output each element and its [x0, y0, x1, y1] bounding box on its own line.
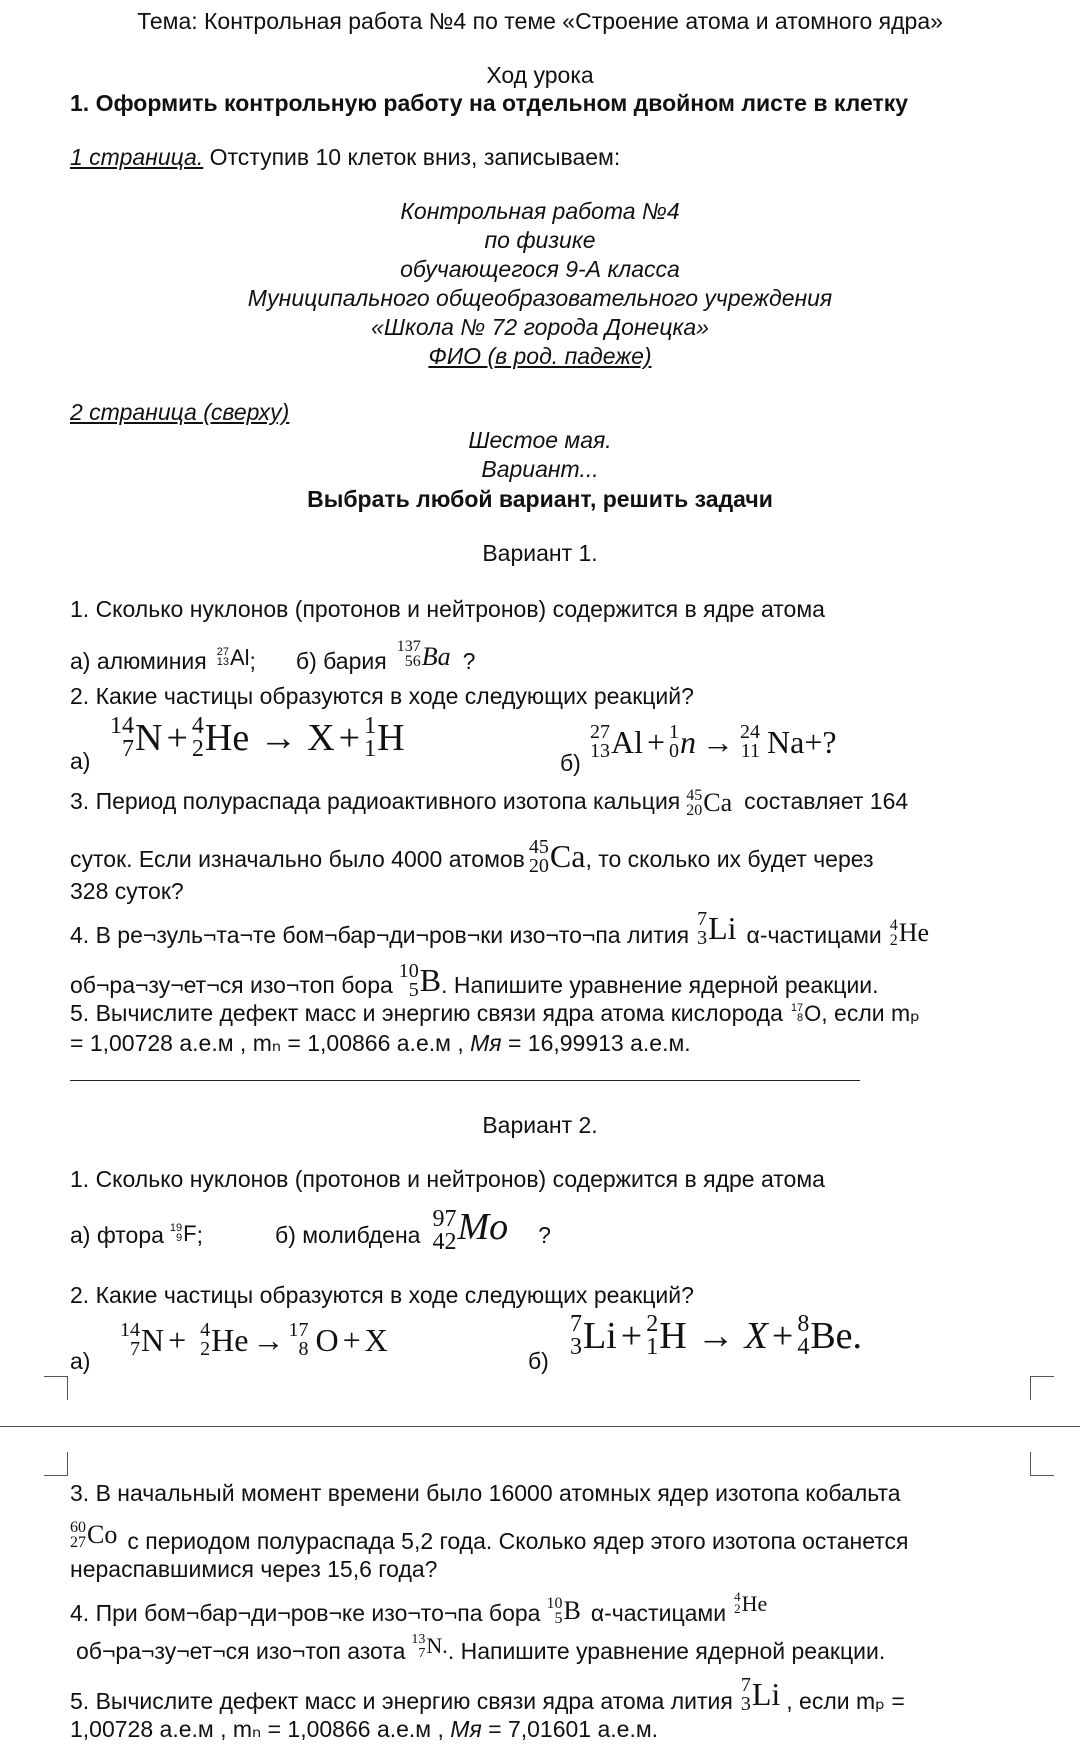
v2-reaction-a: 14 7 N + 4 2 He → 17 8 O + X	[120, 1319, 388, 1360]
v2-q1a-end: ;	[196, 1221, 204, 1248]
v1-q2a-label: а)	[70, 748, 91, 774]
oxygen-isotope: 17 8 O	[790, 1000, 822, 1026]
page2-label: 2 страница (сверху)	[70, 399, 290, 425]
v2-q4-line2	[76, 1620, 885, 1666]
v2-q4-text: об¬ра¬зу¬ет¬ся изо¬топ азота	[76, 1637, 406, 1664]
nitrogen-isotope: 14 7 N	[110, 713, 163, 762]
variant2-title: Вариант 2.	[482, 1112, 598, 1138]
v1-reaction-b: 27 13 Al + 1 0 n → 24 11 Na + ?	[590, 721, 837, 762]
v1-q2: 2. Какие частицы образуются в ходе следующих реакций?	[70, 683, 694, 709]
barium-mass: 137	[396, 637, 421, 655]
v1-q5-line2: = 1,00728 а.е.м , mₙ = 1,00866 а.е.м , Mя = 16,99913 а.е.м.	[70, 1030, 691, 1056]
v2-q5-line1	[70, 1670, 905, 1716]
step1-instruction: 1. Оформить контрольную работу на отдельном двойном листе в клетку	[70, 90, 909, 116]
v1-q1a-end: ;	[249, 647, 256, 674]
title-block-line: Муниципального общеобразовательного учреждения	[247, 285, 833, 311]
sodium-isotope: 24 11 Na	[740, 721, 805, 762]
v2-q1: 1. Сколько нуклонов (протонов и нейтронов) содержится в ядре атома	[70, 1166, 825, 1192]
aluminium-symbol: Al	[229, 644, 250, 670]
page-corner-mark	[44, 1452, 68, 1476]
calcium-isotope: 45 20 Ca	[528, 836, 586, 877]
nitrogen-isotope: 13 7 N.	[411, 1632, 448, 1661]
v2-q5-text: 5. Вычислите дефект масс и энергию связи ядра атома лития	[70, 1687, 733, 1714]
v2-q2a-label: а)	[70, 1348, 91, 1374]
v2-q2b-label: б)	[528, 1348, 549, 1374]
v1-q3-text: 3. Период полураспада радиоактивного изотопа кальция	[70, 787, 681, 814]
boron-isotope: 10 5 B	[546, 1594, 581, 1627]
topic-heading: Тема: Контрольная работа №4 по теме «Строение атома и атомного ядра»	[137, 8, 943, 34]
v1-q5-text: , если mₚ	[821, 1000, 920, 1026]
cobalt-isotope: 60 27 Co	[70, 1518, 118, 1551]
v1-q1: 1. Сколько нуклонов (протонов и нейтронов) содержится в ядре атома	[70, 596, 825, 622]
separator-line	[70, 1080, 860, 1081]
v1-q4-text: 4. В ре¬зуль¬та¬те бом¬бар¬ди¬ров¬ки изо¬то¬па лития	[70, 921, 690, 948]
v1-q3-text: суток. Если изначально было 4000 атомов	[70, 845, 525, 872]
page-corner-mark	[1030, 1376, 1054, 1400]
calcium-isotope: 45 20 Ca	[686, 786, 733, 819]
v1-q3-text: составляет 164	[744, 787, 909, 814]
unknown-particle: X	[364, 1321, 388, 1358]
hydrogen-isotope: 1 1 H	[364, 713, 405, 762]
barium-isotope	[397, 636, 451, 672]
v2-q3-line1: 3. В начальный момент времени было 16000 атомных ядер изотопа кобальта	[70, 1480, 901, 1506]
task-line: Выбрать любой вариант, решить задачи	[307, 486, 773, 512]
v1-q3-line1	[70, 776, 908, 822]
nitrogen-isotope: 14 7 N	[120, 1319, 165, 1360]
aluminium-isotope: 27 13 Al	[590, 721, 643, 762]
page-break-line	[0, 1426, 1080, 1427]
neutron: 1 0 n	[669, 721, 697, 762]
v1-q2b-label: б)	[560, 750, 581, 776]
variant-placeholder: Вариант...	[481, 456, 599, 482]
beryllium-isotope: 8 4 Be.	[797, 1311, 863, 1360]
v2-q4-text: 4. При бом¬бар¬ди¬ров¬ке изо¬то¬па бора	[70, 1599, 541, 1626]
title-block-line: обучающегося 9-А класса	[400, 256, 680, 282]
lithium-isotope: 7 3 Li	[740, 1674, 781, 1715]
alpha-particles-word: α-частицами	[746, 921, 882, 948]
fluorine-isotope: 19 9 F	[169, 1220, 197, 1246]
alpha-particles-word: α-частицами	[590, 1599, 727, 1626]
lithium-isotope: 7 3 Li	[570, 1311, 617, 1360]
page-corner-mark	[44, 1376, 68, 1400]
page1-line	[70, 144, 620, 170]
v1-q3-text: , то сколько их будет через	[585, 845, 874, 872]
helium-isotope: 4 2 He	[734, 1589, 768, 1617]
v2-q5-text: , если mₚ =	[786, 1687, 905, 1714]
v1-q4-text: об¬ра¬зу¬ет¬ся изо¬топ бора	[70, 971, 393, 998]
helium-isotope: 4 2 He	[200, 1319, 249, 1360]
variant1-title: Вариант 1.	[482, 540, 598, 566]
title-block-line: Контрольная работа №4	[400, 198, 680, 224]
helium-isotope: 4 2 He	[191, 713, 250, 762]
v2-q5-line2: 1,00728 а.е.м , mₙ = 1,00866 а.е.м , Mя = 7,01601 а.е.м.	[70, 1716, 659, 1742]
barium-symbol: Ba	[421, 642, 451, 672]
title-block-line: ФИО (в род. падеже)	[428, 343, 652, 369]
v2-q3-text: с периодом полураспада 5,2 года. Сколько ядер этого изотопа останется	[127, 1527, 909, 1554]
v2-q1-options	[70, 1190, 551, 1254]
boron-isotope: 10 5 B	[398, 960, 442, 1001]
aluminium-mass: 27	[216, 645, 229, 658]
unknown-particle: X	[744, 1315, 768, 1357]
title-block-line: по физике	[484, 227, 596, 253]
lesson-flow-heading: Ход урока	[486, 62, 594, 88]
v1-q3-line2	[70, 824, 874, 876]
page1-label: 1 страница.	[70, 144, 204, 170]
v1-q4-text: . Напишите уравнение ядерной реакции.	[441, 971, 879, 998]
v1-q5-text: 5. Вычислите дефект масс и энергию связи ядра атома кислорода	[70, 1000, 783, 1026]
oxygen-isotope: 17 8 O	[288, 1319, 339, 1360]
aluminium-isotope	[217, 645, 250, 670]
molybdenum-isotope: 97 42 Mo	[432, 1206, 509, 1256]
unknown-particle: X	[307, 717, 335, 759]
date-line: Шестое мая.	[468, 427, 612, 453]
v2-q1b-label: б) молибдена	[275, 1221, 421, 1248]
aluminium-charge: 13	[216, 656, 229, 669]
page-corner-mark	[1030, 1452, 1054, 1476]
v1-q1a-label: а) алюминия	[70, 647, 207, 674]
helium-isotope: 4 2 He	[889, 916, 930, 949]
v1-q4-line1	[70, 900, 1030, 952]
title-block-line: «Школа № 72 города Донецка»	[371, 314, 709, 340]
page1-instruction: Отступив 10 клеток вниз, записываем:	[203, 144, 621, 170]
v2-q3-line3: нераспавшимися через 15,6 года?	[70, 1556, 438, 1582]
v1-reaction-a: 14 7 N + 4 2 He → X + 1 1 H	[110, 713, 405, 762]
v2-q1b-end: ?	[538, 1221, 551, 1248]
v2-q1a-label: а) фтора	[70, 1221, 164, 1248]
v2-q3-line2	[70, 1506, 908, 1554]
v2-q4-text: . Напишите уравнение ядерной реакции.	[447, 1637, 886, 1664]
v2-reaction-b: 7 3 Li + 2 1 H → X + 8 4 Be.	[570, 1311, 863, 1360]
v1-q3-line3: 328 суток?	[70, 878, 184, 904]
v1-q1b-end: ?	[462, 647, 476, 674]
v1-q1-options	[70, 624, 475, 674]
v1-q4-line2	[70, 954, 879, 1000]
hydrogen-isotope: 2 1 H	[646, 1311, 687, 1360]
v2-q2: 2. Какие частицы образуются в ходе следующих реакций?	[70, 1282, 694, 1308]
lithium-isotope: 7 3 Li	[697, 908, 737, 949]
v1-q1b-label: б) бария	[295, 647, 387, 674]
barium-charge: 56	[404, 653, 421, 671]
v1-q5-line1	[70, 1000, 920, 1026]
